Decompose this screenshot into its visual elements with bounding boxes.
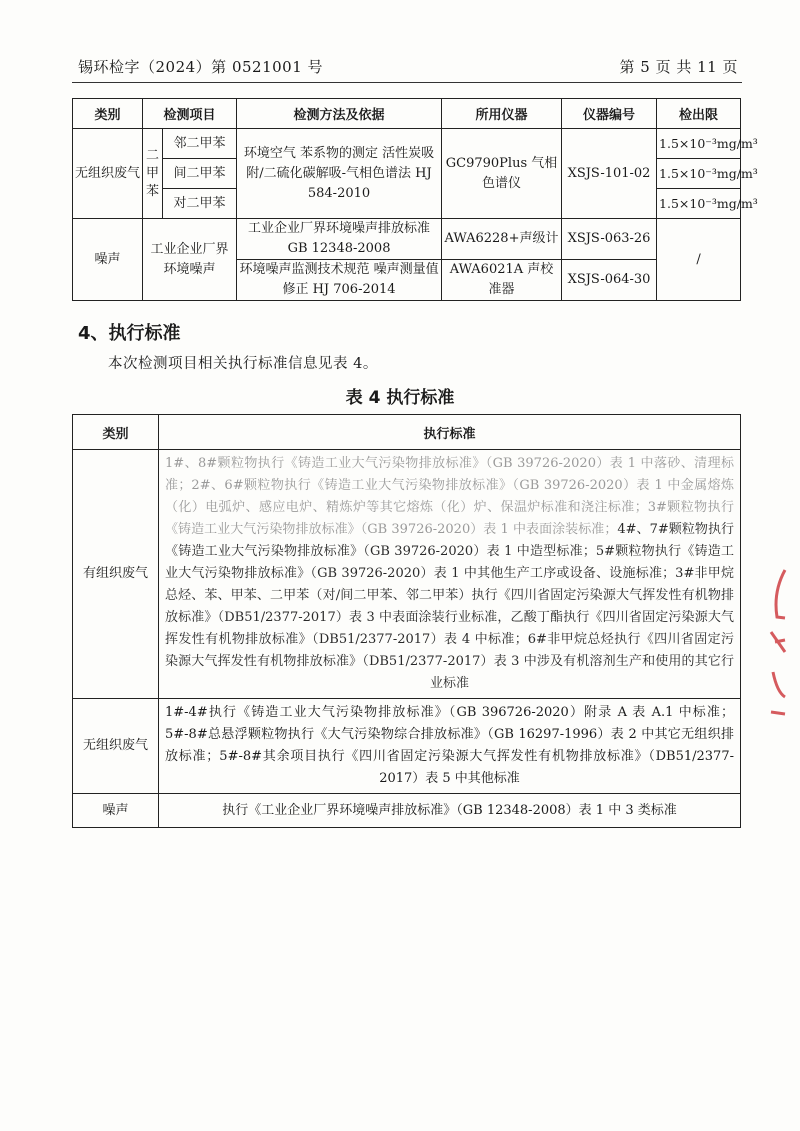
instrument-cell: AWA6228+声级计 (442, 219, 562, 260)
method-cell: 环境噪声监测技术规范 噪声测量值修正 HJ 706-2014 (237, 260, 442, 301)
item-cell: 间二甲苯 (163, 159, 237, 189)
col-instrument-no: 仪器编号 (562, 99, 657, 129)
standard-text: 4#、7#颗粒物执行《铸造工业大气污染物排放标准》（GB 39726-2020）表 1 中造型标准；5#颗粒物执行《铸造工业大气污染物排放标准》（GB 39726-2020）表 1 中其他生产工序或设备、设施标准；3#非甲烷总烃、苯、甲苯、二甲苯（对/间二甲苯、邻二甲苯）执行《四川省固定污染源大气挥发性有机物排放标准》（DB51/2377-2017）表 3 中表面涂装行业标准，乙酸丁酯执行《四川省固定污染源大气挥发性有机物排放标准》（DB51/2377-2017）表 4 中标准；6#非甲烷总烃执行《四川省固定污染源大气挥发性有机物排放标准》（DB51/2377-2017）表 3 中涉及有机溶剂生产和使用的其它行业标准 (165, 522, 734, 691)
seal-stamp-icon (765, 562, 787, 722)
col-standard: 执行标准 (159, 415, 741, 450)
item-cell: 邻二甲苯 (163, 129, 237, 159)
method-cell: 工业企业厂界环境噪声排放标准 GB 12348-2008 (237, 219, 442, 260)
table-row (73, 794, 741, 828)
method-cell: 环境空气 苯系物的测定 活性炭吸附/二硫化碳解吸-气相色谱法 HJ 584-2010 (237, 129, 442, 219)
item-cell: 对二甲苯 (163, 189, 237, 219)
detection-method-table (72, 98, 758, 301)
table-row (73, 450, 741, 699)
standard-cell (159, 450, 741, 699)
doc-number: 锡环检字（2024）第 0521001 号 (78, 58, 324, 76)
faded-text: 1#、8#颗粒物执行《铸造工业大气污染物排放标准》（GB 39726-2020）表 1 中落砂、清理标准；2#、6#颗粒物执行《铸造工业大气污染物排放标准》（GB 39726-2020）表 1 中金属熔炼（化）电弧炉、感应电炉、精炼炉等其它熔炼（化）炉、保温炉标准和浇注标准；3#颗粒物执行《铸造工业大气污染物排放标准》（GB 39726-2020）表 1 中表面涂装标准； (165, 456, 734, 537)
category-cell: 噪声 (73, 219, 143, 301)
table-row (73, 219, 741, 260)
instrument-cell: GC9790Plus 气相色谱仪 (442, 129, 562, 219)
col-instrument: 所用仪器 (442, 99, 562, 129)
category-cell: 无组织废气 (73, 129, 143, 219)
col-category: 类别 (73, 99, 143, 129)
limit-cell: 1.5×10⁻³mg/m³ (657, 159, 741, 189)
section-intro: 本次检测项目相关执行标准信息见表 4。 (108, 356, 378, 372)
category-cell: 无组织废气 (73, 699, 159, 794)
table-header-row (73, 415, 741, 450)
limit-cell: 1.5×10⁻³mg/m³ (657, 129, 741, 159)
category-cell: 有组织废气 (73, 450, 159, 699)
col-method: 检测方法及依据 (237, 99, 442, 129)
col-limit: 检出限 (657, 99, 741, 129)
category-cell: 噪声 (73, 794, 159, 828)
item-cell: 工业企业厂界环境噪声 (143, 219, 237, 301)
limit-cell: 1.5×10⁻³mg/m³ (657, 189, 741, 219)
standard-cell: 执行《工业企业厂界环境噪声排放标准》（GB 12348-2008）表 1 中 3 类标准 (159, 794, 741, 828)
section-title: 4、执行标准 (78, 323, 181, 344)
instrument-no-cell: XSJS-101-02 (562, 129, 657, 219)
standard-cell: 1#-4#执行《铸造工业大气污染物排放标准》（GB 396726-2020）附录 A 表 A.1 中标准；5#-8#总悬浮颗粒物执行《大气污染物综合排放标准》（GB 16297-1996）表 2 中其它无组织排放标准；5#-8#其余项目执行《四川省固定污染源大气挥发性有机物排放标准》（DB51/2377-2017）表 5 中其他标准 (159, 699, 741, 794)
table-row (73, 129, 741, 159)
group-cell: 二甲苯 (143, 129, 163, 219)
page-info: 第 5 页 共 11 页 (619, 58, 738, 76)
seal-stamp-fragment (778, 562, 800, 722)
instrument-cell: AWA6021A 声校准器 (442, 260, 562, 301)
table-caption: 表 4 执行标准 (345, 388, 455, 408)
page-header (78, 56, 738, 77)
instrument-no-cell: XSJS-063-26 (562, 219, 657, 260)
standards-table (72, 414, 741, 828)
table-row (73, 699, 741, 794)
header-divider (72, 82, 742, 83)
limit-cell: / (657, 219, 741, 301)
col-item: 检测项目 (143, 99, 237, 129)
instrument-no-cell: XSJS-064-30 (562, 260, 657, 301)
table-header-row (73, 99, 741, 129)
col-category: 类别 (73, 415, 159, 450)
